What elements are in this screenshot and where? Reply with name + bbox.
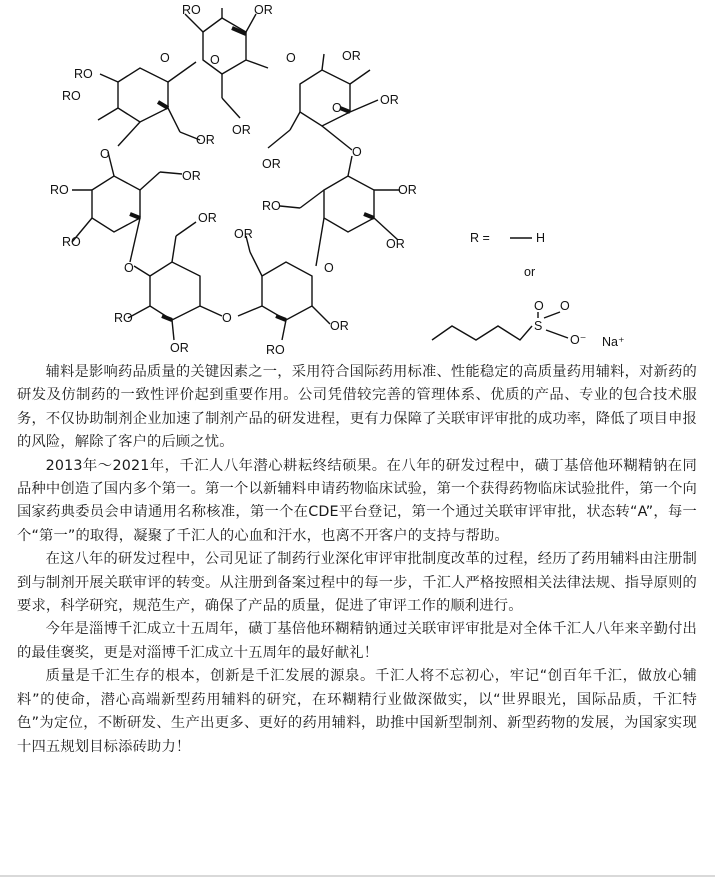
svg-text:OR: OR (262, 157, 281, 171)
svg-text:O: O (352, 145, 362, 159)
svg-text:H: H (536, 231, 546, 245)
paragraph-quality-mission: 质量是千汇生存的根本，创新是千汇发展的源泉。千汇人将不忘初心，牢记“创百年千汇，做放心辅料”的使命，潜心高端新型药用辅料的研究，在环糊精行业做深做实，以“世界眼光，国际品质，千汇特色”为定位，不断研发、生产出更多、更好的药用辅料，助推中国新型制剂、新型药物的发展，为国家实现十四五规划目标添砖助力！ (17, 668, 697, 755)
svg-text:RO: RO (114, 311, 133, 325)
svg-text:OR: OR (398, 183, 417, 197)
svg-text:Na⁺: Na⁺ (602, 335, 625, 349)
r-group-definition (432, 231, 625, 349)
svg-text:O: O (100, 147, 110, 161)
glucose-ring-1 (185, 8, 268, 118)
svg-text:O: O (160, 51, 170, 65)
svg-text:O⁻: O⁻ (570, 333, 587, 347)
svg-text:O: O (534, 299, 544, 313)
svg-text:OR: OR (198, 211, 217, 225)
svg-text:RO: RO (74, 67, 93, 81)
glucose-ring-3 (268, 54, 378, 150)
svg-text:O: O (286, 51, 296, 65)
stereo-bold-bonds (130, 28, 374, 320)
svg-text:or: or (524, 265, 536, 279)
glucose-ring-2 (98, 62, 200, 146)
svg-text:O: O (124, 261, 134, 275)
svg-text:OR: OR (342, 49, 361, 63)
svg-text:OR: OR (254, 3, 273, 17)
paragraph-regulatory-reform: 在这八年的研发过程中，公司见证了制药行业深化审评审批制度改革的过程，经历了药用辅料由注册制到与制剂开展关联审评的转变。从注册到备案过程中的每一步，千汇人严格按照相关法律法规、指导原则的要求，科学研究，规范生产，确保了产品的质量，促进了审评工作的顺利进行。 (17, 551, 697, 615)
svg-text:OR: OR (386, 237, 405, 251)
glucose-ring-7 (238, 236, 330, 340)
paragraph-eight-years-firsts: 2013年～2021年，千汇人八年潜心耕耘终结硕果。在八年的研发过程中，磺丁基倍他环糊精钠在同品种中创造了国内多个第一。第一个以新辅料申请药物临床试验，第一个获得药物临床试验批件，第一个向国家药典委员会申请通用名称核准，第一个在CDE平台登记，第一个通过关联审评审批，状态转“A”，每一个“第一”的取得，凝聚了千汇人的心血和汗水，也离不开客户的支持与帮助。 (17, 457, 697, 544)
svg-text:OR: OR (380, 93, 399, 107)
article-body (17, 361, 697, 759)
ring-oxygen-labels (100, 51, 362, 325)
paragraph-excipient-importance: 辅料是影响药品质量的关键因素之一，采用符合国际药用标准、性能稳定的高质量药用辅料，对新药的研发及仿制药的一致性评价起到重要作用。公司凭借较完善的管理体系、优质的产品、专业的包合技术服务，不仅协助制剂企业加速了制剂产品的研发进程，更有力保障了关联审评审批的成功率，降低了项目申报的风险，解除了客户的后顾之忧。 (17, 364, 697, 451)
svg-text:RO: RO (62, 89, 81, 103)
svg-text:R =: R = (470, 231, 490, 245)
svg-text:OR: OR (182, 169, 201, 183)
svg-text:O: O (210, 53, 220, 67)
paragraph-fifteenth-anniversary: 今年是淄博千汇成立十五周年，磺丁基倍他环糊精钠通过关联审评审批是对全体千汇人八年来辛勤付出的最佳褒奖，更是对淄博千汇成立十五周年的最好献礼！ (17, 621, 697, 661)
glucose-ring-4 (72, 152, 182, 262)
glucose-ring-5 (280, 156, 400, 266)
svg-text:RO: RO (182, 3, 201, 17)
svg-text:RO: RO (262, 199, 281, 213)
svg-text:OR: OR (232, 123, 251, 137)
svg-text:RO: RO (266, 343, 285, 357)
svg-text:O: O (324, 261, 334, 275)
svg-text:O: O (332, 101, 342, 115)
svg-text:OR: OR (234, 227, 253, 241)
svg-text:OR: OR (330, 319, 349, 333)
svg-text:OR: OR (196, 133, 215, 147)
svg-text:RO: RO (50, 183, 69, 197)
svg-text:O: O (560, 299, 570, 313)
svg-text:RO: RO (62, 235, 81, 249)
svg-text:S: S (534, 319, 543, 333)
cyclodextrin-structure-figure (0, 0, 715, 362)
svg-text:O: O (222, 311, 232, 325)
svg-text:OR: OR (170, 341, 189, 355)
glucose-ring-6 (128, 222, 222, 340)
